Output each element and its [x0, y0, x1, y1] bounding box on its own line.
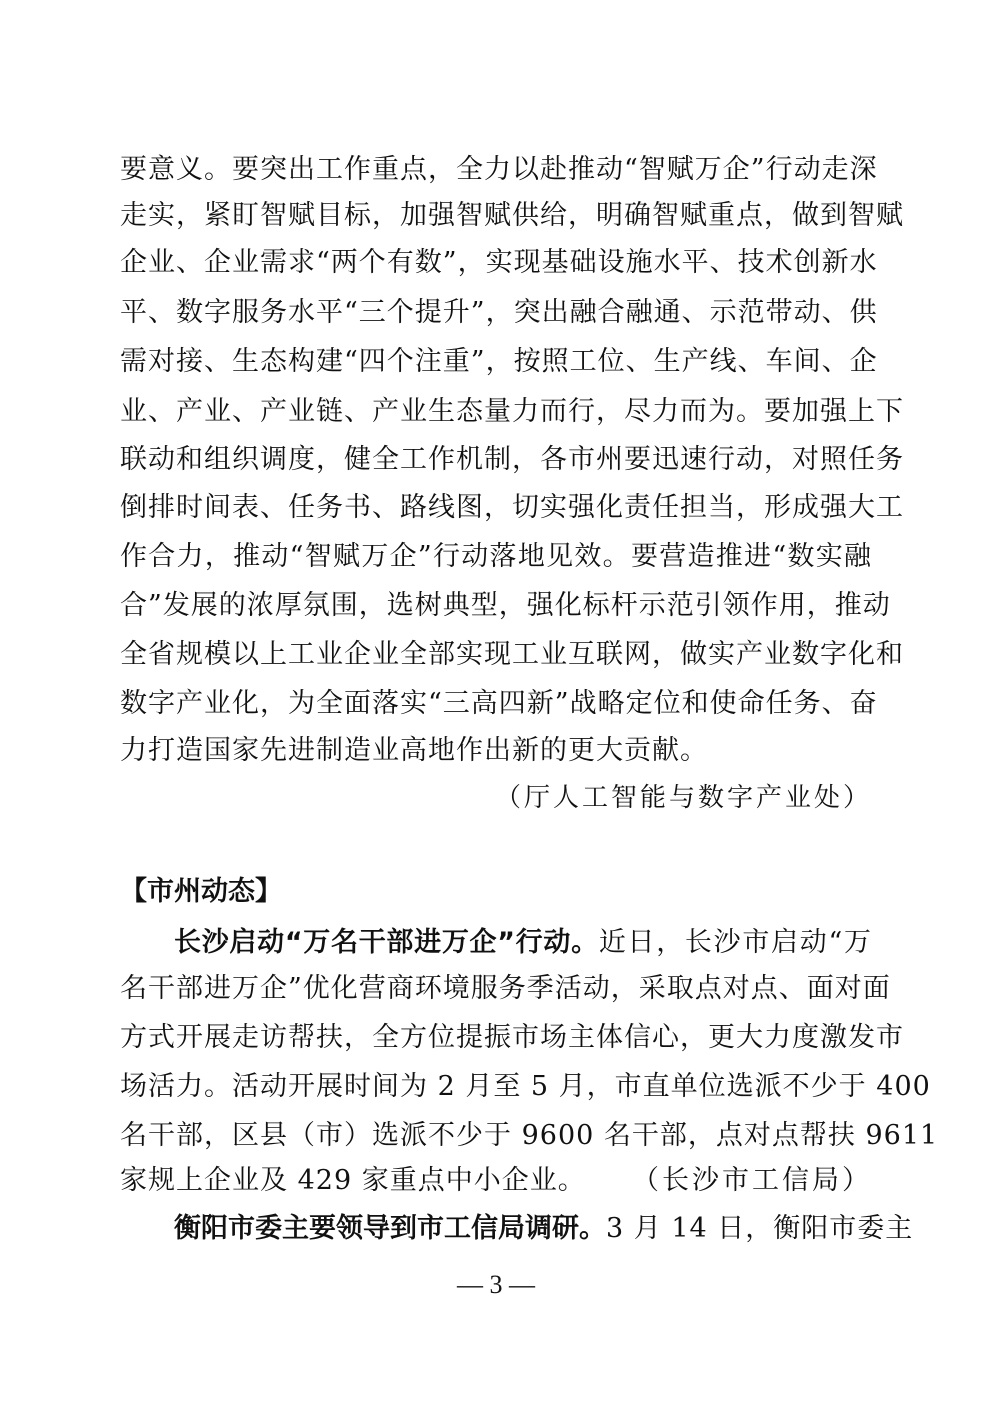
body-line-4: 平、数字服务水平“三个提升”，突出融合融通、示范带动、供 [120, 297, 878, 328]
news2-first-line [174, 1209, 914, 1249]
body-line-3: 企业、企业需求“两个有数”，实现基础设施水平、技术创新水 [120, 247, 878, 278]
news2-first-line-text: 3 月 14 日，衡阳市委主 [606, 1213, 914, 1244]
news1-source: （长沙市工信局） [632, 1165, 872, 1196]
page-number: — 3 — [457, 1270, 535, 1299]
news1-line-3: 方式开展走访帮扶，全方位提振市场主体信心，更大力度激发市 [120, 1022, 904, 1053]
body-line-6: 业、产业、产业链、产业生态量力而行，尽力而为。要加强上下 [120, 396, 904, 427]
body-source: （厅人工智能与数字产业处） [494, 783, 872, 813]
body-line-2: 走实，紧盯智赋目标，加强智赋供给，明确智赋重点，做到智赋 [120, 200, 904, 231]
section-title: 【市州动态】 [120, 876, 282, 907]
news1-first-line-text: 近日，长沙市启动“万 [598, 927, 872, 958]
news1-line-4: 场活力。活动开展时间为 2 月至 5 月，市直单位选派不少于 400 [120, 1071, 931, 1102]
body-line-1: 要意义。要突出工作重点，全力以赴推动“智赋万企”行动走深 [120, 154, 878, 185]
body-line-8: 倒排时间表、任务书、路线图，切实强化责任担当，形成强大工 [120, 492, 904, 523]
news1-line-5: 名干部，区县（市）选派不少于 9600 名干部，点对点帮扶 9611 [120, 1120, 939, 1151]
body-line-5: 需对接、生态构建“四个注重”，按照工位、生产线、车间、企 [120, 346, 878, 377]
news1-line-2: 名干部进万企”优化营商环境服务季活动，采取点对点、面对面 [120, 973, 891, 1004]
body-line-9: 作合力，推动“智赋万企”行动落地见效。要营造推进“数实融 [120, 541, 872, 572]
body-line-11: 全省规模以上工业企业全部实现工业互联网，做实产业数字化和 [120, 639, 904, 670]
body-line-7: 联动和组织调度，健全工作机制，各市州要迅速行动，对照任务 [120, 444, 904, 475]
body-line-10: 合”发展的浓厚氛围，选树典型，强化标杆示范引领作用，推动 [120, 590, 891, 621]
news1-headline: 长沙启动“万名干部进万企”行动。 [174, 927, 599, 958]
news2-headline: 衡阳市委主要领导到市工信局调研。 [174, 1213, 606, 1244]
body-line-13: 力打造国家先进制造业高地作出新的更大贡献。 [120, 735, 708, 766]
news1-last-line-text: 家规上企业及 429 家重点中小企业。 [120, 1165, 586, 1196]
body-line-12: 数字产业化，为全面落实“三高四新”战略定位和使命任务、奋 [120, 688, 878, 719]
news1-first-line [174, 923, 872, 963]
news1-line-6 [120, 1161, 872, 1201]
